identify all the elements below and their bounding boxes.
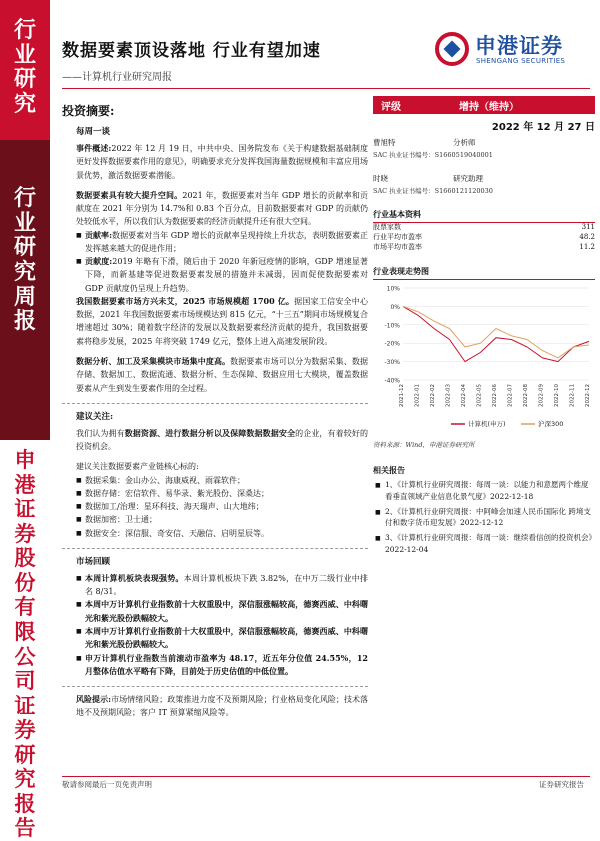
contribution-degree-bullet [76, 255, 368, 295]
x-tick-label: 2022-06 [492, 384, 498, 408]
sidebar-char: 证 [14, 692, 36, 718]
sidebar-char: 公 [14, 643, 36, 669]
para-lead: 数据要素具有较大提升空间。 [76, 189, 183, 200]
bullet-text: 本周中万计算机行业指数前十大权重股中，深信服涨幅较高，德赛西威、中科曙光和紫光股份跌幅较大。 [85, 599, 368, 623]
x-tick-label: 2022-03 [445, 384, 452, 408]
performance-chart [373, 282, 595, 436]
invest-intro-pre: 我们认为拥有 [76, 428, 125, 438]
legend-label: 沪深300 [538, 420, 564, 429]
section-divider [62, 686, 368, 687]
logo-emblem-icon [435, 32, 469, 66]
sidebar-char: 股 [14, 545, 36, 571]
invest-intro [76, 427, 368, 454]
x-tick-label: 2022-11 [569, 384, 576, 408]
series-line-计算机(申万) [403, 307, 589, 362]
sidebar-company-block [0, 440, 50, 841]
sidebar-char: 份 [14, 569, 36, 595]
sidebar-char: 行 [13, 185, 36, 211]
target-item: ■ 数据加工/治理：星环科技、海天瑞声、山大地纬； [76, 500, 368, 513]
header-divider [62, 88, 590, 89]
disclaimer-note: 敬请参阅最后一页免责声明 [62, 780, 152, 789]
bullet-lead: 贡献率: [85, 229, 113, 240]
bullet-text: 数据要素对当年 GDP 增长的贡献率呈现持续上升状态，表明数据要素正发挥越来越大的促进作用； [85, 230, 368, 253]
basics-key: 行业平均市盈率 [373, 232, 422, 241]
bullet-lead: 本周计算机板块表现强势。 [85, 572, 184, 583]
company-logo [435, 28, 595, 72]
event-paragraph [76, 142, 368, 182]
sidebar-char: 究 [13, 90, 36, 117]
related-heading: 相关报告 [373, 465, 405, 476]
x-tick-label: 2022-05 [476, 384, 483, 408]
report-type-note: 证券研究报告 [539, 780, 584, 789]
chain-intro: 建议关注数据要素产业链核心标的: [76, 462, 199, 472]
sidebar-char: 有 [14, 594, 36, 620]
para-text: 据国家工信安全中心数据，2021 年我国数据要素市场规模达到 815 亿元，“十三五”期间市场规模复合增速超过 30%；随着数字经济的发展以及数据要素经济贡献的提升，我国数据要素将稳步发展，2025 年将突破 1749 亿元，整体上进入高速发展阶段。 [76, 296, 369, 346]
sidebar-char: 司 [14, 668, 36, 694]
contribution-rate-bullet [76, 229, 368, 256]
target-item: ■ 数据存储：宏信软件、易华录、紫光股份、深桑达； [76, 487, 368, 500]
risk-paragraph [76, 693, 368, 720]
y-tick-label: -40% [384, 377, 400, 385]
basics-value: 48.2 [579, 232, 595, 241]
y-tick-label: 10% [386, 285, 400, 293]
basics-row [373, 243, 595, 253]
x-tick-label: 2022-07 [507, 384, 514, 408]
sidebar-char: 告 [14, 815, 36, 841]
chart-source: 资料来源：Wind，申港证券研究所 [373, 441, 475, 450]
risk-label: 风险提示: [76, 694, 112, 705]
basics-row [373, 223, 595, 233]
bullet-text: 2019 年略有下滑，随后由于 2020 年新冠疫情的影响，GDP 增速显著下降，而新基建等促进数据要素发展的措施并未减弱，因而促使数据要素对 GDP 贡献度仍呈现上升趋势。 [85, 257, 369, 293]
sidebar-report-type-block [0, 140, 50, 440]
y-tick-label: -10% [384, 322, 400, 330]
bullet-text: 本周计算机板块下跌 3.82%，在中万二级行业中排名 8/31。 [85, 573, 368, 597]
rating-value: 增持（维持） [459, 101, 519, 113]
risk-text: 市场情绪风险；政策推进力度不及预期风险；行业格局变化风险；技术落地不及预期风险；客户 IT 预算紧缩风险等。 [76, 695, 369, 718]
para-lead: 事件概述: [76, 143, 112, 153]
sidebar-char: 究 [14, 766, 36, 792]
market-bullet [76, 652, 368, 679]
sidebar-char: 港 [14, 471, 36, 497]
analyst-cert: SAC 执业证书编号：S1660519040001 [373, 151, 493, 159]
analyst-role: 分析师 [453, 138, 476, 147]
related-report-item[interactable]: ■ 1、《计算机行业研究周报：每周一谈：以能力和意愿两个维度看垂直领域产业信息化景气度》2022-12-18 [373, 479, 595, 502]
concentration-paragraph [76, 355, 368, 395]
basics-value: 11.2 [579, 242, 595, 251]
performance-chart-svg [373, 282, 595, 432]
rating-bar [373, 96, 595, 114]
market-size-paragraph [76, 295, 368, 348]
sidebar-char: 券 [14, 520, 36, 546]
analyst-role: 研究助理 [453, 174, 483, 183]
report-subtitle: ——计算机行业研究周报 [62, 72, 172, 83]
sidebar-char: 券 [14, 717, 36, 743]
rating-label: 评级 [381, 101, 401, 113]
sidebar-char: 证 [14, 496, 36, 522]
report-title: 数据要素顶设落地 行业有望加速 [62, 41, 321, 61]
invest-intro-post: 的企业，有着较好的投资机会。 [76, 428, 369, 452]
para-lead: 我国数据要素市场方兴未艾，2025 市场规模超 1700 亿。 [76, 295, 295, 306]
y-tick-label: -30% [384, 359, 400, 367]
x-tick-label: 2022-08 [523, 384, 529, 408]
related-report-item[interactable]: ■ 3、《计算机行业研究周报：每周一谈：继续看信创的投资机会》2022-12-04 [373, 532, 595, 555]
basics-row [373, 233, 595, 243]
y-tick-label: -20% [384, 341, 400, 349]
target-item: ■ 数据加密：卫士通； [76, 513, 368, 526]
sidebar-char: 行 [13, 17, 36, 43]
sidebar-char: 周 [13, 283, 36, 310]
sidebar-char: 究 [13, 258, 36, 285]
analyst-name: 曹旭特 [373, 138, 396, 147]
target-item: ■ 数据安全：深信服、奇安信、天融信、启明星辰等。 [76, 527, 368, 540]
sidebar-char: 业 [13, 41, 36, 68]
chart-title: 行业表现走势图 [373, 266, 595, 280]
side-column [373, 96, 595, 786]
logo-text-en: SHENGANG SECURITIES [476, 57, 566, 65]
para-text: 2022 年 12 月 19 日，中共中央、国务院发布《关于构建数据基础制度更好发挥数据要素作用的意见》，明确要求充分发挥我国海量数据规模和丰富应用场景优势，激活数据要素潜能。 [76, 144, 368, 180]
analyst-cert: SAC 执业证书编号：S1660121120030 [373, 187, 493, 195]
analyst-block [373, 137, 595, 159]
report-date: 2022 年 12 月 27 日 [491, 122, 595, 133]
x-tick-label: 2022-04 [461, 384, 467, 408]
market-bullet [76, 572, 368, 599]
market-bullet [76, 598, 368, 625]
basics-heading: 行业基本资料 [373, 209, 595, 223]
main-column [62, 96, 368, 786]
bullet-text: 申万计算机行业指数当前滚动市盈率为 48.17，近五年分位值 24.55%，12 月整体估值水平略有下降，目前处于历史估值的中低位置。 [85, 652, 368, 676]
analyst-name: 时晓 [373, 174, 388, 183]
sidebar-char: 研 [13, 234, 36, 261]
y-tick-label: 0% [390, 304, 400, 312]
target-item: ■ 数据采集：金山办公、海康威视、雨霖软件； [76, 474, 368, 487]
bullet-lead: 贡献度: [85, 256, 113, 267]
sidebar-char: 限 [14, 618, 36, 644]
series-line-沪深300 [403, 307, 589, 359]
market-bullet [76, 625, 368, 652]
sidebar-char: 申 [14, 447, 36, 472]
analyst-block [373, 173, 595, 195]
x-tick-label: 2021-12 [399, 384, 405, 408]
x-tick-label: 2022-09 [538, 384, 545, 408]
sidebar-char: 研 [13, 66, 36, 93]
data-space-paragraph [76, 189, 368, 229]
invest-label: 建议关注: [76, 411, 114, 422]
sidebar-char: 报 [14, 790, 36, 816]
para-text: 2021 年，数据要素对当年 GDP 增长的贡献率和贡献度在 2021 年分别为 14.7%和 0.83 个百分点，目前数据要素对 GDP 的贡献仍处较低水平，所以我们认为数据要素的经济贡献提升还有很大空间。 [76, 190, 369, 227]
sidebar-char: 研 [14, 741, 36, 767]
invest-intro-bold: 数据资源、进行数据分析以及保障数据数据安全 [124, 427, 296, 438]
section-divider [62, 403, 368, 404]
related-report-item[interactable]: ■ 2、《计算机行业研究周报：中阿峰会加速人民币国际化 跨境支付和数字货币迎发展》2022-12-12 [373, 506, 595, 529]
x-tick-label: 2022-12 [585, 384, 591, 408]
footer-divider [62, 776, 590, 777]
legend-label: 计算机(申万) [468, 420, 506, 429]
para-text: 数据要素市场可以分为数据采集、数据存储、数据加工、数据流通、数据分析、生态保障、数据应用七大模块，覆盖数据要素从产生到发生要素作用的全过程。 [76, 356, 368, 393]
basics-value: 311 [581, 223, 595, 231]
summary-heading: 投资摘要: [62, 104, 115, 118]
logo-text-cn: 申港证券 [475, 34, 563, 58]
vertical-sidebar [0, 0, 50, 841]
x-tick-label: 2022-01 [414, 384, 421, 408]
bullet-text: 本周中万计算机行业指数前十大权重股中，深信服涨幅较高，德赛西威、中科曙光和紫光股份跌幅较大。 [85, 625, 368, 650]
x-tick-label: 2022-10 [554, 384, 560, 408]
sidebar-char: 报 [13, 308, 36, 335]
para-lead: 数据分析、加工及采集模块市场集中度高。 [76, 355, 231, 366]
basics-key: 股票家数 [373, 223, 401, 231]
sidebar-category-block [0, 0, 50, 140]
x-tick-label: 2022-02 [430, 384, 436, 408]
weekly-talk-label: 每周一谈 [76, 127, 111, 137]
market-review-label: 市场回顾 [76, 556, 111, 567]
sidebar-char: 业 [13, 209, 36, 236]
basics-key: 市场平均市盈率 [373, 242, 422, 251]
section-divider [62, 548, 368, 549]
